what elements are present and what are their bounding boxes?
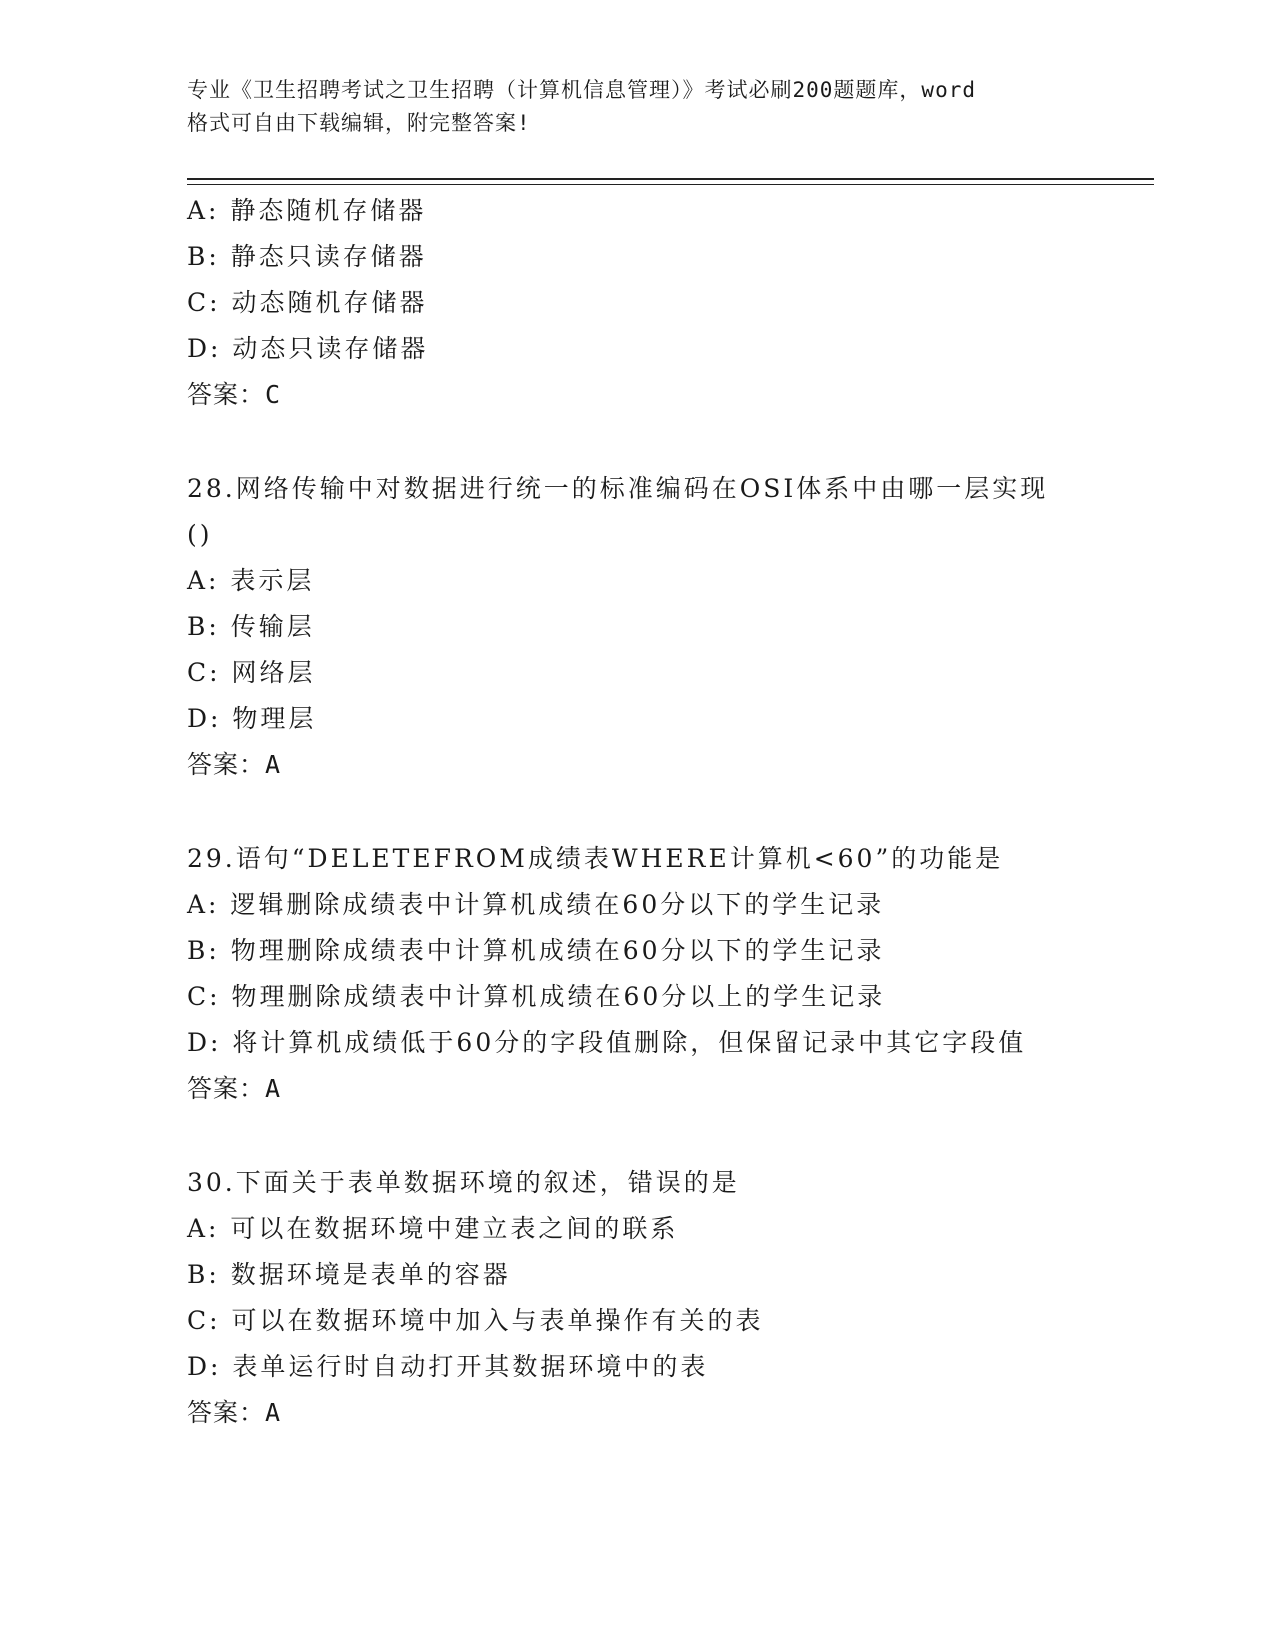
question-30 (187, 1160, 1147, 1436)
answer-value: C (265, 380, 282, 409)
question-text-line-2: () (187, 520, 213, 549)
header-divider-thick (187, 178, 1154, 180)
option-c: C: 可以在数据环境中加入与表单操作有关的表 (187, 1306, 764, 1335)
option-b: B: 静态只读存储器 (187, 242, 427, 271)
question-28 (187, 466, 1147, 788)
option-a: A: 静态随机存储器 (187, 196, 427, 225)
option-b: B: 物理删除成绩表中计算机成绩在60分以下的学生记录 (187, 936, 885, 965)
answer-label: 答案： (187, 1398, 266, 1427)
option-a: A: 表示层 (187, 566, 315, 595)
question-text-line-1: 28.网络传输中对数据进行统一的标准编码在OSI体系中由哪一层实现 (187, 474, 1049, 503)
header-line-2: 格式可自由下载编辑，附完整答案! (187, 111, 531, 135)
answer (187, 1390, 1147, 1436)
question-text: 30.下面关于表单数据环境的叙述，错误的是 (187, 1168, 740, 1197)
answer-label: 答案： (187, 380, 266, 409)
option-a: A: 逻辑删除成绩表中计算机成绩在60分以下的学生记录 (187, 890, 885, 919)
option-c: C: 动态随机存储器 (187, 288, 428, 317)
answer (187, 1066, 1147, 1112)
document-header (187, 74, 1087, 140)
answer-value: A (265, 750, 282, 779)
header-line-1: 专业《卫生招聘考试之卫生招聘（计算机信息管理）》考试必刷200题题库，word (187, 78, 976, 102)
answer-value: A (265, 1074, 282, 1103)
answer (187, 742, 1147, 788)
option-a: A: 可以在数据环境中建立表之间的联系 (187, 1214, 679, 1243)
spacer (187, 788, 1147, 836)
option-c: C: 物理删除成绩表中计算机成绩在60分以上的学生记录 (187, 982, 886, 1011)
option-d: D: 物理层 (187, 704, 317, 733)
answer (187, 372, 1147, 418)
question-list (187, 188, 1147, 1436)
option-b: B: 数据环境是表单的容器 (187, 1260, 511, 1289)
option-d: D: 动态只读存储器 (187, 334, 429, 363)
option-c: C: 网络层 (187, 658, 316, 687)
spacer (187, 1112, 1147, 1160)
spacer (187, 418, 1147, 466)
question-text: 29.语句“DELETEFROM成绩表WHERE计算机<60”的功能是 (187, 844, 1004, 873)
header-divider-thin (187, 184, 1154, 185)
question-29 (187, 836, 1147, 1112)
option-d: D: 表单运行时自动打开其数据环境中的表 (187, 1352, 709, 1381)
question-27 (187, 188, 1147, 418)
answer-label: 答案： (187, 750, 266, 779)
option-d: D: 将计算机成绩低于60分的字段值删除，但保留记录中其它字段值 (187, 1028, 1027, 1057)
option-b: B: 传输层 (187, 612, 315, 641)
answer-label: 答案： (187, 1074, 266, 1103)
answer-value: A (265, 1398, 282, 1427)
